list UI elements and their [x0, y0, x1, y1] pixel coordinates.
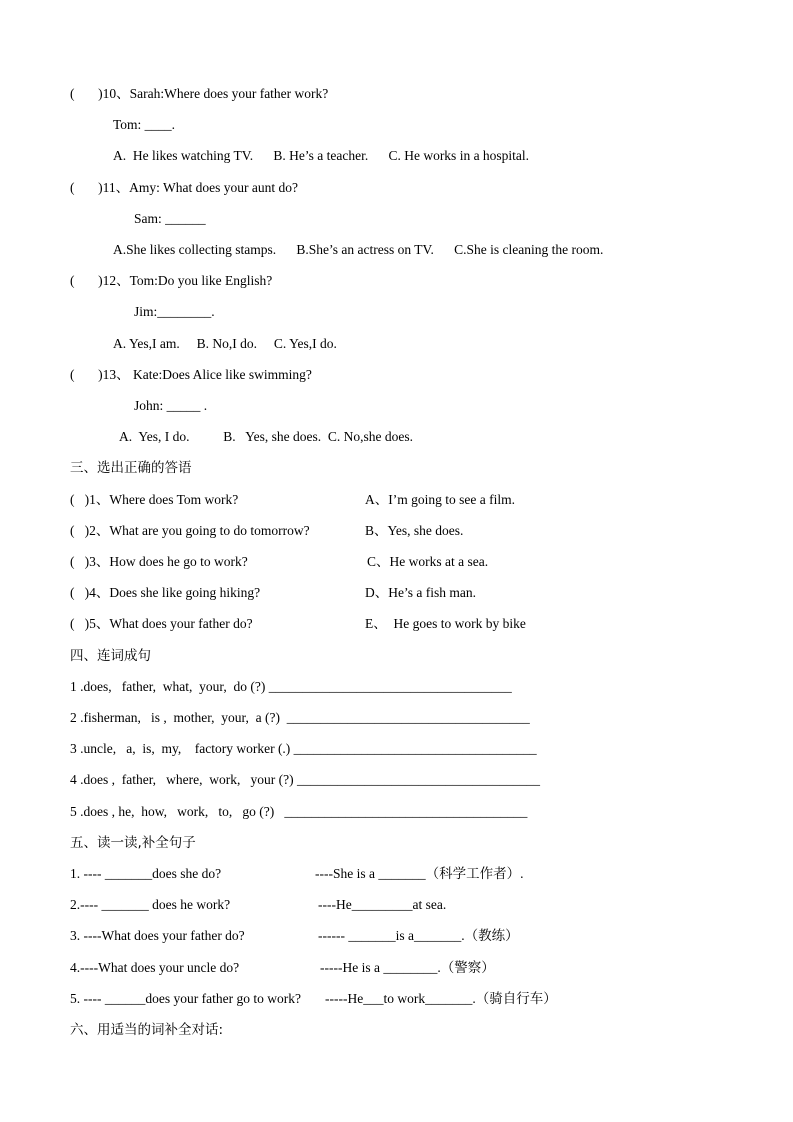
s5-question-2: 2.---- _______ does he work? [70, 897, 231, 912]
s3-answer-c: C、He works at a sea. [367, 554, 489, 569]
s5-answer-3: ------ _______is a_______.（教练） [318, 928, 519, 943]
s5-question-3: 3. ----What does your father do? [70, 928, 245, 943]
q13-question: ( )13、 Kate:Does Alice like swimming? [70, 367, 312, 382]
section6-title: 六、用适当的词补全对话: [70, 1022, 224, 1038]
s5-question-1: 1. ---- _______does she do? [70, 866, 222, 881]
s4-item-4: 4 .does , father, where, work, your (?) ____________________________________ [70, 772, 541, 787]
section5-title: 五、读一读,补全句子 [70, 835, 196, 851]
q10-answer-line: Tom: ____. [113, 117, 176, 132]
q13-answer-line: John: _____ . [134, 398, 208, 413]
s3-answer-e: E、 He goes to work by bike [365, 616, 526, 631]
s5-answer-2: ----He_________at sea. [318, 897, 447, 912]
q11-question: ( )11、Amy: What does your aunt do? [70, 180, 298, 195]
s5-answer-1: ----She is a _______（科学工作者）. [315, 866, 524, 881]
section4-title: 四、连词成句 [70, 648, 151, 664]
s5-question-4: 4.----What does your uncle do? [70, 960, 240, 975]
s3-answer-b: B、Yes, she does. [365, 523, 464, 538]
s3-answer-a: A、I’m going to see a film. [365, 492, 515, 507]
s3-question-1: ( )1、Where does Tom work? [70, 492, 239, 507]
s3-question-4: ( )4、Does she like going hiking? [70, 585, 261, 600]
s3-answer-d: D、He’s a fish man. [365, 585, 476, 600]
q10-question: ( )10、Sarah:Where does your father work? [70, 86, 329, 101]
section3-title: 三、选出正确的答语 [70, 460, 192, 476]
q11-answer-line: Sam: ______ [134, 211, 206, 226]
s3-question-2: ( )2、What are you going to do tomorrow? [70, 523, 310, 538]
q12-answer-line: Jim:________. [134, 304, 215, 319]
q12-question: ( )12、Tom:Do you like English? [70, 273, 273, 288]
s4-item-3: 3 .uncle, a, is, my, factory worker (.) ____________________________________ [70, 741, 537, 756]
s5-answer-4: -----He is a ________.（警察） [320, 960, 495, 975]
s3-question-3: ( )3、How does he go to work? [70, 554, 248, 569]
s5-answer-5: -----He___to work_______.（骑自行车） [325, 991, 557, 1006]
q12-options: A. Yes,I am. B. No,I do. C. Yes,I do. [113, 336, 337, 351]
s4-item-5: 5 .does , he, how, work, to, go (?) ____________________________________ [70, 804, 528, 819]
q11-options: A.She likes collecting stamps. B.She’s an actress on TV. C.She is cleaning the room. [113, 242, 604, 257]
s5-question-5: 5. ---- ______does your father go to work? [70, 991, 301, 1006]
s4-item-2: 2 .fisherman, is , mother, your, a (?) ____________________________________ [70, 710, 530, 725]
q13-options: A. Yes, I do. B. Yes, she does. C. No,she does. [119, 429, 414, 444]
s4-item-1: 1 .does, father, what, your, do (?) ____________________________________ [70, 679, 512, 694]
q10-options: A. He likes watching TV. B. He’s a teacher. C. He works in a hospital. [113, 148, 530, 163]
s3-question-5: ( )5、What does your father do? [70, 616, 253, 631]
